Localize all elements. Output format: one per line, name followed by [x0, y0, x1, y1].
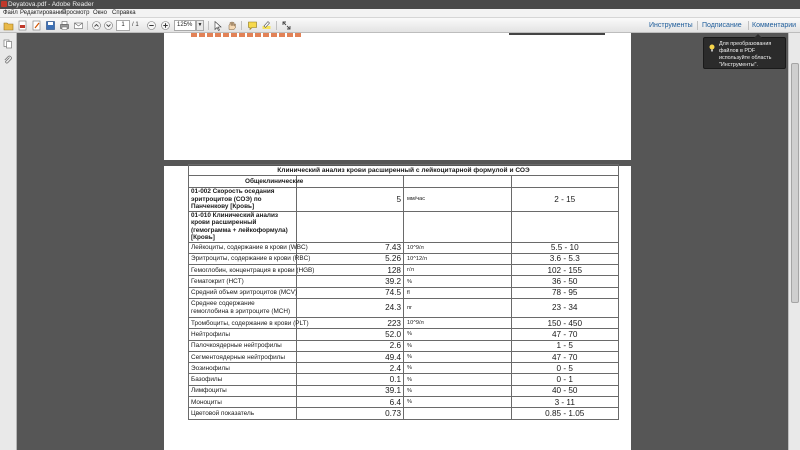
test-name: Нейтрофилы	[189, 329, 297, 340]
table-row	[189, 385, 619, 396]
edit-pdf-icon[interactable]	[31, 20, 42, 31]
create-pdf-icon[interactable]	[17, 20, 28, 31]
test-reference: 2 - 15	[511, 188, 619, 212]
test-unit: г/л	[404, 265, 512, 276]
adobe-reader-icon	[1, 1, 7, 7]
zoom-in-icon[interactable]	[160, 20, 171, 31]
table-row	[189, 363, 619, 374]
test-name: Средний объем эритроцитов (MCV)	[189, 287, 297, 298]
comment-icon[interactable]	[247, 20, 258, 31]
test-unit: 10^9/л	[404, 317, 512, 328]
table-row	[189, 329, 619, 340]
zoom-level-select[interactable]: 125%	[174, 20, 196, 31]
test-reference: 47 - 70	[511, 351, 619, 362]
test-unit: %	[404, 276, 512, 287]
test-name: Лейкоциты, содержание в крови (WBC)	[189, 242, 297, 253]
menu-bar	[0, 9, 800, 18]
test-unit: %	[404, 385, 512, 396]
test-unit: 10^9/л	[404, 242, 512, 253]
hand-tool-icon[interactable]	[226, 20, 237, 31]
test-value: 52.0	[296, 329, 404, 340]
prev-page-icon[interactable]	[91, 20, 102, 31]
table-row	[189, 276, 619, 287]
test-unit: %	[404, 374, 512, 385]
test-unit: мм/час	[404, 188, 512, 212]
test-value: 74.5	[296, 287, 404, 298]
report-title-row	[189, 165, 619, 176]
test-value: 24.3	[296, 298, 404, 317]
table-row	[189, 188, 619, 212]
vertical-scrollbar[interactable]	[788, 33, 800, 450]
test-value: 6.4	[296, 397, 404, 408]
page-thumbnails-icon[interactable]	[3, 39, 13, 49]
test-name: 01-002 Скорость оседания эритроцитов (СОЭ) по Панченкову [Кровь]	[189, 188, 297, 212]
toolbar-separator	[87, 21, 88, 30]
test-reference: 0 - 1	[511, 374, 619, 385]
page-header-fragment	[191, 33, 301, 37]
test-name: Палочкоядерные нейтрофилы	[189, 340, 297, 351]
test-unit: %	[404, 351, 512, 362]
table-row	[189, 397, 619, 408]
test-reference: 23 - 34	[511, 298, 619, 317]
test-reference: 40 - 50	[511, 385, 619, 396]
test-name: Цветовой показатель	[189, 408, 297, 419]
email-icon[interactable]	[73, 20, 84, 31]
menu-view[interactable]: Просмотр	[62, 10, 90, 16]
toolbar-separator	[276, 21, 277, 30]
print-icon[interactable]	[59, 20, 70, 31]
test-name: Гематокрит (HCT)	[189, 276, 297, 287]
section-title: Общеклинические	[189, 176, 297, 188]
test-name: Лимфоциты	[189, 385, 297, 396]
test-reference: 0 - 5	[511, 363, 619, 374]
lightbulb-icon	[708, 44, 716, 52]
test-reference: 5.5 - 10	[511, 242, 619, 253]
test-reference: 36 - 50	[511, 276, 619, 287]
test-value: 128	[296, 265, 404, 276]
test-value: 39.1	[296, 385, 404, 396]
lab-rows	[189, 242, 619, 419]
test-value: 49.4	[296, 351, 404, 362]
tools-tooltip	[703, 37, 786, 69]
test-name: Моноциты	[189, 397, 297, 408]
test-value: 2.4	[296, 363, 404, 374]
test-reference: 1 - 5	[511, 340, 619, 351]
test-name: Эритроциты, содержание в крови (RBC)	[189, 253, 297, 264]
test-reference: 3 - 11	[511, 397, 619, 408]
test-name: Среднее содержание гемоглобина в эритроците (MCH)	[189, 298, 297, 317]
table-row	[189, 298, 619, 317]
lab-results-table	[188, 164, 619, 420]
toolbar-separator	[208, 21, 209, 30]
test-reference: 102 - 155	[511, 265, 619, 276]
test-value: 0.73	[296, 408, 404, 419]
test-name: Эозинофилы	[189, 363, 297, 374]
test-value: 7.43	[296, 242, 404, 253]
toolbar-separator	[748, 21, 749, 30]
table-row	[189, 374, 619, 385]
sign-pane-link[interactable]: Подписание	[702, 22, 742, 29]
page-count: / 1	[132, 22, 139, 28]
next-page-icon[interactable]	[103, 20, 114, 31]
table-row	[189, 340, 619, 351]
table-row	[189, 242, 619, 253]
section-row	[189, 176, 619, 188]
navigation-pane	[0, 33, 17, 450]
toolbar	[0, 18, 800, 33]
highlight-icon[interactable]	[261, 20, 272, 31]
menu-help[interactable]: Справка	[112, 10, 136, 16]
test-name: Сегментоядерные нейтрофилы	[189, 351, 297, 362]
page-header-line	[509, 33, 605, 35]
menu-file[interactable]: Файл	[3, 10, 18, 16]
toolbar-separator	[697, 21, 698, 30]
report-title: Клинический анализ крови расширенный с лейкоцитарной формулой и СОЭ	[189, 165, 619, 176]
save-icon[interactable]	[45, 20, 56, 31]
test-name: Базофилы	[189, 374, 297, 385]
test-value: 39.2	[296, 276, 404, 287]
test-reference: 47 - 70	[511, 329, 619, 340]
test-unit: пг	[404, 298, 512, 317]
menu-edit[interactable]: Редактирование	[20, 10, 66, 16]
expand-icon[interactable]	[281, 20, 292, 31]
table-row	[189, 317, 619, 328]
select-tool-icon[interactable]	[212, 20, 223, 31]
toolbar-separator	[241, 21, 242, 30]
table-row	[189, 265, 619, 276]
test-unit: %	[404, 397, 512, 408]
test-reference: 0.85 - 1.05	[511, 408, 619, 419]
tools-pane-link[interactable]: Инструменты	[649, 22, 693, 29]
test-unit: %	[404, 329, 512, 340]
test-value: 0.1	[296, 374, 404, 385]
title-bar	[0, 0, 800, 9]
test-unit: fl	[404, 287, 512, 298]
test-reference: 3.6 - 5.3	[511, 253, 619, 264]
menu-window[interactable]: Окно	[93, 10, 107, 16]
table-row	[189, 287, 619, 298]
test-reference: 78 - 95	[511, 287, 619, 298]
test-unit: 10^12/л	[404, 253, 512, 264]
table-row	[189, 253, 619, 264]
test-value: 5	[296, 188, 404, 212]
test-value: 5.26	[296, 253, 404, 264]
scrollbar-thumb[interactable]	[791, 63, 799, 303]
test-value: 223	[296, 317, 404, 328]
table-row	[189, 408, 619, 419]
test-name: Тромбоциты, содержание в крови (PLT)	[189, 317, 297, 328]
test-unit: %	[404, 340, 512, 351]
chevron-down-icon[interactable]: ▼	[196, 20, 204, 31]
table-row	[189, 351, 619, 362]
open-icon[interactable]	[3, 20, 14, 31]
attachments-icon[interactable]	[3, 55, 13, 65]
comments-pane-link[interactable]: Комментарии	[752, 22, 797, 29]
tooltip-arrow	[754, 34, 762, 38]
test-unit	[404, 408, 512, 419]
test-value: 2.6	[296, 340, 404, 351]
tooltip-text: Для преобразования файлов в PDF используйте область "Инструменты".	[719, 41, 772, 68]
test-unit: %	[404, 363, 512, 374]
group-row	[189, 211, 619, 242]
page-number-input[interactable]: 1	[116, 20, 130, 31]
group-title: 01-010 Клинический анализ крови расширенный (гемограмма + лейкоформула) [Кровь]	[189, 211, 297, 242]
test-name: Гемоглобин, концентрация в крови (HGB)	[189, 265, 297, 276]
window-title: Deyatova.pdf - Adobe Reader	[8, 1, 94, 8]
test-reference: 150 - 450	[511, 317, 619, 328]
zoom-out-icon[interactable]	[146, 20, 157, 31]
